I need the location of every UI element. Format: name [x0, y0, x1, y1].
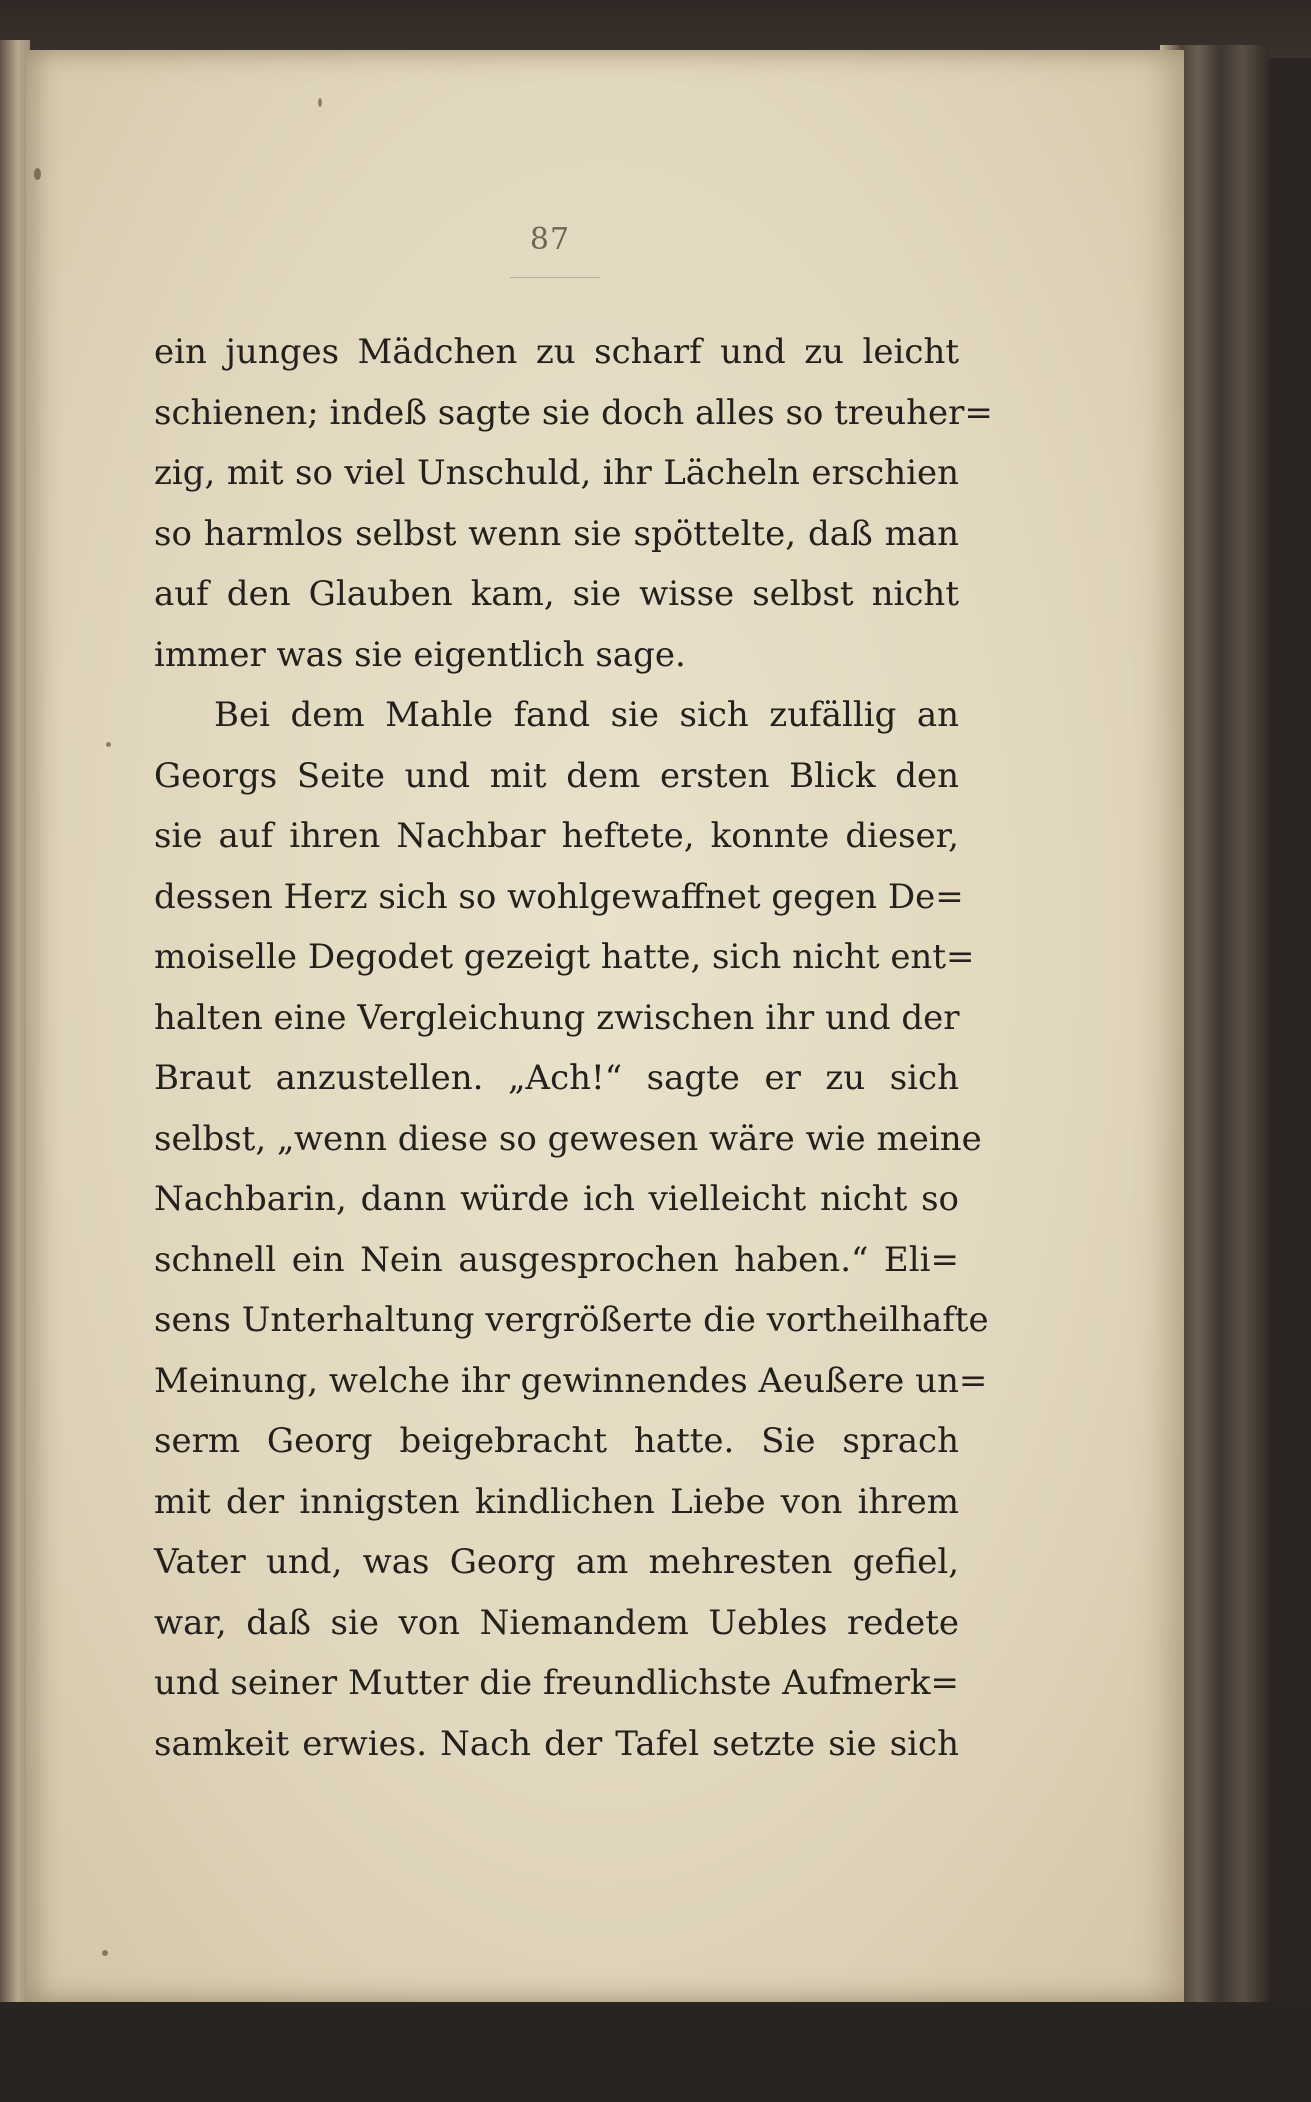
- foxing-speck: [106, 742, 111, 747]
- text-line: schnell ein Nein ausgesprochen haben.“ Eli=: [154, 1239, 959, 1280]
- text-line: dessen Herz sich so wohlgewaffnet gegen De=: [154, 876, 964, 917]
- text-line: serm Georg beigebracht hatte. Sie sprach: [154, 1421, 959, 1461]
- text-line: so harmlos selbst wenn sie spöttelte, daß man: [154, 513, 959, 554]
- page-number-rule: [510, 277, 600, 278]
- text-line: samkeit erwies. Nach der Tafel setzte sie sich: [154, 1723, 959, 1764]
- text-line: sie auf ihren Nachbar heftete, konnte dieser,: [154, 816, 959, 856]
- text-line: sens Unterhaltung vergrößerte die vortheilhafte: [154, 1300, 989, 1340]
- foxing-speck: [34, 168, 41, 180]
- body-text: [154, 322, 993, 1774]
- scan-bottom-edge: [0, 2002, 1311, 2102]
- page-number: 87: [529, 222, 571, 257]
- foxing-speck: [102, 1950, 108, 1956]
- text-line: selbst, „wenn diese so gewesen wäre wie meine: [154, 1118, 982, 1159]
- text-line: Braut anzustellen. „Ach!“ sagte er zu sich: [154, 1058, 959, 1098]
- text-line: war, daß sie von Niemandem Uebles redete: [154, 1602, 959, 1643]
- text-line: schienen; indeß sagte sie doch alles so treuher=: [154, 392, 993, 433]
- text-line: Vater und, was Georg am mehresten gefiel,: [154, 1542, 959, 1582]
- text-line: ein junges Mädchen zu scharf und zu leicht: [154, 332, 959, 372]
- text-line: halten eine Vergleichung zwischen ihr und der: [154, 997, 960, 1038]
- text-line: mit der innigsten kindlichen Liebe von ihrem: [154, 1481, 959, 1522]
- text-line: und seiner Mutter die freundlichste Aufmerk=: [154, 1663, 959, 1703]
- text-line: immer was sie eigentlich sage.: [154, 634, 686, 675]
- text-line: zig, mit so viel Unschuld, ihr Lächeln erschien: [154, 453, 959, 493]
- text-line: Bei dem Mahle fand sie sich zufällig an: [214, 695, 959, 735]
- text-line: auf den Glauben kam, sie wisse selbst nicht: [154, 574, 959, 614]
- text-line: moiselle Degodet gezeigt hatte, sich nicht ent=: [154, 937, 975, 977]
- text-line: Georgs Seite und mit dem ersten Blick den: [154, 755, 959, 796]
- foxing-speck: [318, 98, 322, 107]
- text-line: Meinung, welche ihr gewinnendes Aeußere un=: [154, 1360, 988, 1401]
- text-line: Nachbarin, dann würde ich vielleicht nicht so: [154, 1179, 959, 1219]
